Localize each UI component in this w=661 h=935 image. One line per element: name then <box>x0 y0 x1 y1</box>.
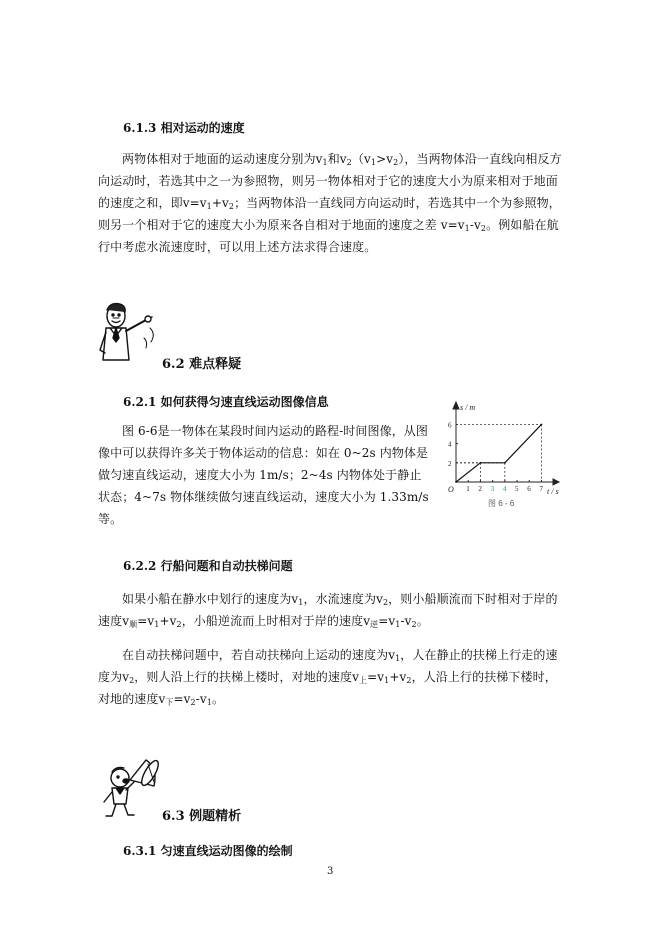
x-tick-label: 3 <box>490 485 495 493</box>
text-run: =v <box>173 692 191 706</box>
page-number: 3 <box>327 866 334 877</box>
text-run: +v <box>159 614 177 628</box>
text-run: ，小船逆流而上时相对于岸的速度v <box>181 614 371 628</box>
series-segment <box>505 424 542 462</box>
y-tick-label: 4 <box>448 440 452 449</box>
subscript: 1 <box>322 158 328 167</box>
subscript: 下 <box>165 698 174 707</box>
section-heading-6-2-1: 6.2.1 如何获得匀速直线运动图像信息 <box>123 395 329 409</box>
text-run: 和v <box>327 152 347 166</box>
text-run: ，则小船顺流而下时相对于岸的速度v <box>98 592 558 628</box>
subscript: 1 <box>206 698 212 707</box>
y-tick-label: 2 <box>448 459 452 468</box>
text-run: ，人在静止的扶梯上行走的速度为v <box>98 648 558 684</box>
text-run: >v <box>376 152 394 166</box>
text-run: ；当两物体沿一直线同方向运动时，若选其中一个为参照物，则另一个相对于它的速度大小为原来各自相对于地面的速度之差 v=v <box>98 196 561 232</box>
subscript: 上 <box>358 676 368 685</box>
subscript: 2 <box>228 202 235 211</box>
subscript: 2 <box>480 224 487 233</box>
paragraph-escalator-problem <box>98 644 568 710</box>
subscript: 1 <box>384 676 390 685</box>
x-tick-label: 7 <box>539 485 543 493</box>
teacher-pointing-icon <box>96 298 160 368</box>
y-axis-arrow <box>453 402 459 409</box>
origin-label: O <box>448 485 454 494</box>
rich-paragraph <box>98 644 568 710</box>
x-tick-label: 1 <box>466 485 470 493</box>
section-heading-6-2: 6.2 难点释疑 <box>162 357 242 372</box>
x-axis-label: t / s <box>547 487 559 496</box>
text-run: =v <box>367 670 385 684</box>
y-tick-label: 6 <box>448 421 452 430</box>
text-run: 两物体相对于地面的运动速度分别为v <box>122 152 323 166</box>
figure-caption: 图 6 - 6 <box>488 499 515 508</box>
text-run: ，则人沿上行的扶梯上楼时，对地的速度v <box>134 670 359 684</box>
paragraph-graph-info <box>98 420 433 530</box>
subscript: 1 <box>464 224 470 233</box>
text-run: +v <box>211 196 229 210</box>
text-run: =v <box>137 614 155 628</box>
text-run: ，水流速度为v <box>303 592 383 606</box>
data-point <box>541 424 543 426</box>
paragraph-relative-velocity <box>98 148 568 258</box>
subscript: 2 <box>190 698 196 707</box>
rich-paragraph <box>98 148 568 258</box>
subscript: 2 <box>129 676 135 685</box>
subscript: 1 <box>154 620 160 629</box>
section-heading-6-1-3: 6.1.3 相对运动的速度 <box>123 121 245 135</box>
x-axis-arrow <box>553 479 559 485</box>
section-heading-6-3: 6.3 例题精析 <box>162 809 242 824</box>
paragraph-boat-problem <box>98 588 568 632</box>
text-run: 在自动扶梯问题中，若自动扶梯向上运动的速度为v <box>122 648 396 662</box>
text-run: 。 <box>212 692 225 706</box>
subscript: 逆 <box>370 620 379 629</box>
subscript: 2 <box>393 158 399 167</box>
subscript: 2 <box>382 598 389 607</box>
section-heading-6-3-1: 6.3.1 匀速直线运动图像的绘制 <box>123 844 293 858</box>
text-run: -v <box>469 218 481 232</box>
text-run: ），当两物体沿一直线向相反方向运动时，若选其中之一为参照物，则另一物体相对于它的速度大小为原来相对于地面的速度之和，即v=v <box>98 152 562 210</box>
subscript: 1 <box>395 620 401 629</box>
text-run: =v <box>378 614 396 628</box>
x-tick-label: 5 <box>515 485 519 493</box>
data-point <box>480 462 482 464</box>
boy-megaphone-icon <box>96 752 164 820</box>
rich-paragraph <box>98 588 568 632</box>
text-run: （v <box>351 152 371 166</box>
series-segment <box>456 463 480 482</box>
subscript: 1 <box>370 158 377 167</box>
subscript: 1 <box>395 654 401 663</box>
data-point <box>504 462 506 464</box>
subscript: 顺 <box>129 620 138 629</box>
text-run: 。 <box>416 614 429 628</box>
text-run: ，人沿上行的扶梯下楼时，对地的速度v <box>98 670 557 706</box>
text-run: 。例如船在航行中考虑水流速度时，可以用上述方法求得合速度。 <box>98 218 559 254</box>
text-run: -v <box>400 614 412 628</box>
text-run: 如果小船在静水中划行的速度为v <box>122 592 299 606</box>
subscript: 2 <box>411 620 417 629</box>
text-run: +v <box>389 670 407 684</box>
paragraph-text: 图 6-6是一物体在某段时间内运动的路程-时间图像，从图像中可以获得许多关于物体运动的信息：如在 0~2s 内物体是做匀速直线运动，速度大小为 1m/s；2~4s 内物体处于静止状态；4~7s 物体继续做匀速直线运动，速度大小为 1.33m/s 等。 <box>98 424 429 526</box>
subscript: 2 <box>346 158 352 167</box>
figure-6-6-distance-time-graph <box>438 400 562 510</box>
text-run: -v <box>195 692 207 706</box>
x-tick-label: 6 <box>527 485 531 493</box>
y-axis-label: s / m <box>460 403 476 412</box>
subscript: 1 <box>298 598 304 607</box>
data-point <box>455 481 457 483</box>
subscript: 1 <box>206 202 212 211</box>
subscript: 2 <box>406 676 412 685</box>
subscript: 2 <box>176 620 182 629</box>
x-tick-label: 2 <box>478 485 482 493</box>
x-tick-label: 4 <box>502 485 507 493</box>
section-heading-6-2-2: 6.2.2 行船问题和自动扶梯问题 <box>123 559 293 573</box>
